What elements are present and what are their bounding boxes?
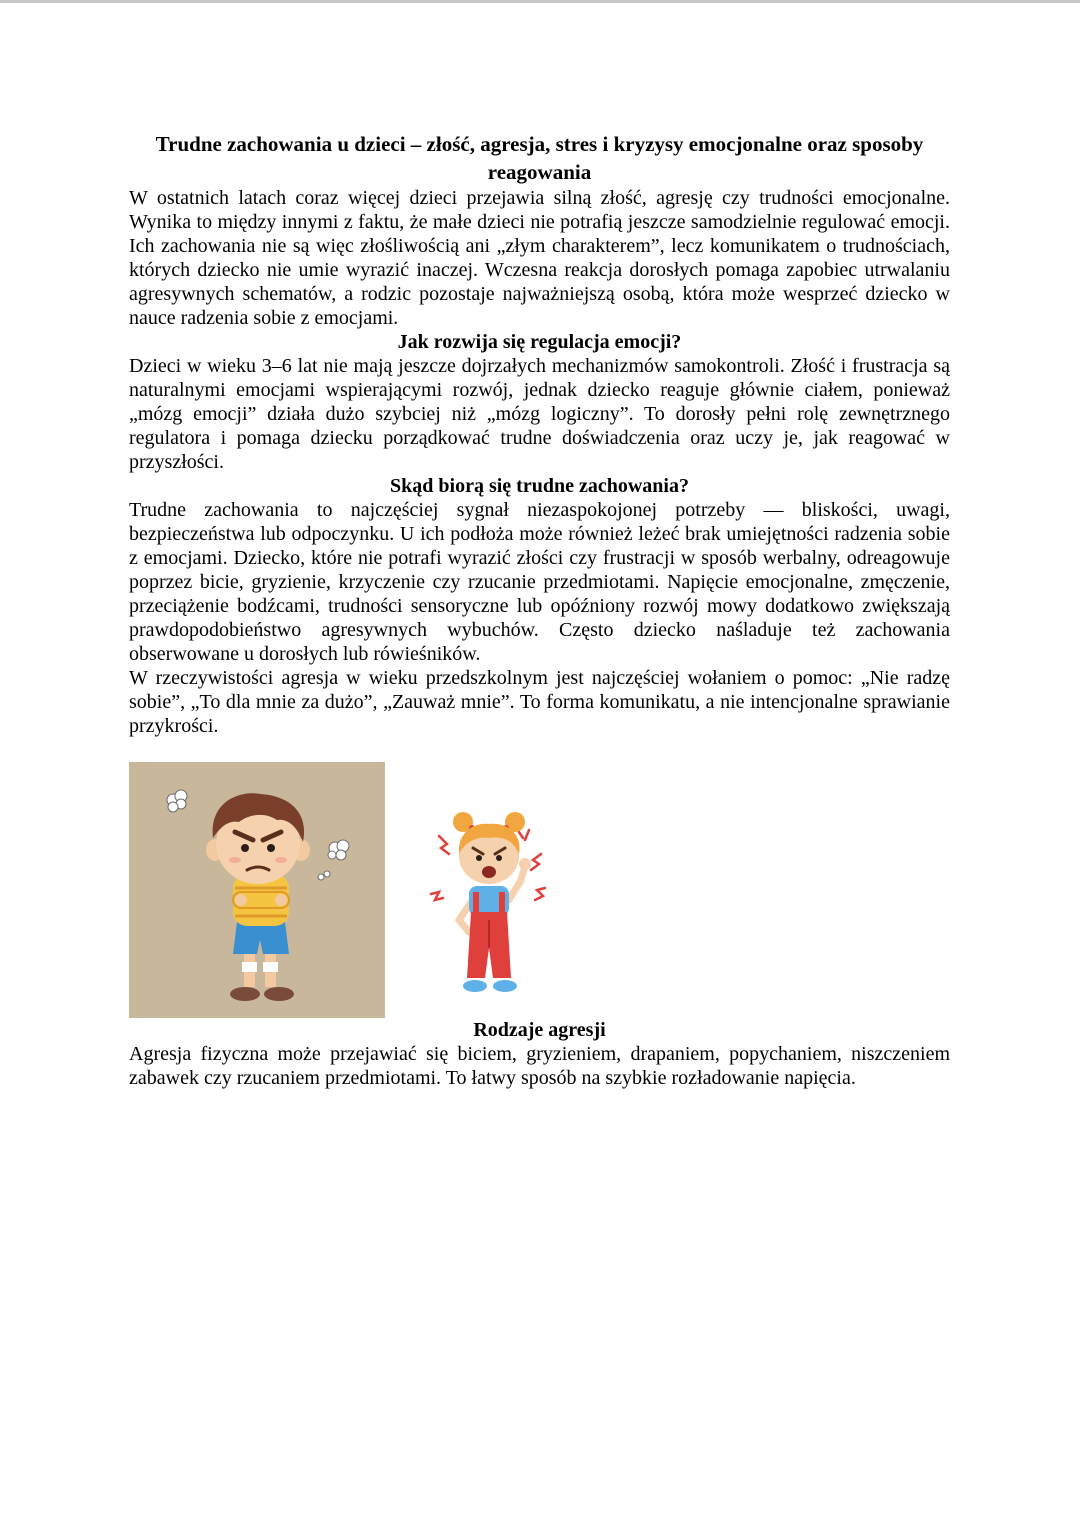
paragraph-agresja-fizyczna: Agresja fizyczna może przejawiać się biciem, gryzieniem, drapaniem, popychaniem, niszczeniem zabawek czy rzucaniem przedmiotami. To łatwy sposób na szybkie rozładowanie napięcia. bbox=[129, 1043, 950, 1089]
page-top-border bbox=[0, 0, 1080, 3]
document-title: Trudne zachowania u dzieci – złość, agresja, stres i kryzysy emocjonalne oraz sposoby reagowania bbox=[155, 132, 924, 184]
angry-boy-illustration bbox=[129, 762, 385, 1018]
paragraph-regulacja: Dzieci w wieku 3–6 lat nie mają jeszcze dojrzałych mechanizmów samokontroli. Złość i frustracja są naturalnymi emocjami wspierającymi rozwój, jednak dziecko reaguje głównie ciałem, ponieważ „mózg emocji” działa dużo szybciej niż „mózg logiczny”. To dorosły pełni rolę zewnętrznego regulatora i pomaga dziecku porządkować trudne doświadczenia oraz uczy je, jak reagować w przyszłości. bbox=[129, 355, 950, 473]
heading-regulacja-emocji: Jak rozwija się regulacja emocji? bbox=[397, 331, 682, 353]
heading-skad-biora-sie: Skąd biorą się trudne zachowania? bbox=[390, 475, 689, 497]
paragraph-wolanie-o-pomoc: W rzeczywistości agresja w wieku przedszkolnym jest najczęściej wołaniem o pomoc: „Nie radzę sobie”, „To dla mnie za dużo”, „Zauważ mnie”. To forma komunikatu, a nie intencjonalne sprawianie przykrości. bbox=[129, 667, 950, 737]
angry-girl-illustration bbox=[425, 808, 555, 1008]
heading-rodzaje-agresji: Rodzaje agresji bbox=[473, 1019, 606, 1041]
paragraph-intro: W ostatnich latach coraz więcej dzieci przejawia silną złość, agresję czy trudności emocjonalne. Wynika to między innymi z faktu, że małe dzieci nie potrafią jeszcze samodzielnie regulować emocji. Ich zachowania nie są więc złośliwością ani „złym charakterem”, lecz komunikatem o trudnościach, których dziecko nie umie wyrazić inaczej. Wczesna reakcja dorosłych pomaga zapobiec utrwalaniu agresywnych schematów, a rodzic pozostaje najważniejszą osobą, która może wesprzeć dziecko w nauce radzenia sobie z emocjami. bbox=[129, 187, 950, 329]
illustrations-row bbox=[129, 762, 950, 1018]
document-page bbox=[129, 130, 950, 1090]
paragraph-skad: Trudne zachowania to najczęściej sygnał niezaspokojonej potrzeby — bliskości, uwagi, bezpieczeństwa lub odpoczynku. U ich podłoża może również leżeć brak umiejętności radzenia sobie z emocjami. Dziecko, które nie potrafi wyrazić złości czy frustracji w sposób werbalny, odreagowuje poprzez bicie, gryzienie, krzyczenie czy rzucanie przedmiotami. Napięcie emocjonalne, zmęczenie, przeciążenie bodźcami, trudności sensoryczne lub opóźniony rozwój mowy dodatkowo zwiększają prawdopodobieństwo agresywnych wybuchów. Często dziecko naśladuje też zachowania obserwowane u dorosłych lub rówieśników. bbox=[129, 499, 950, 665]
